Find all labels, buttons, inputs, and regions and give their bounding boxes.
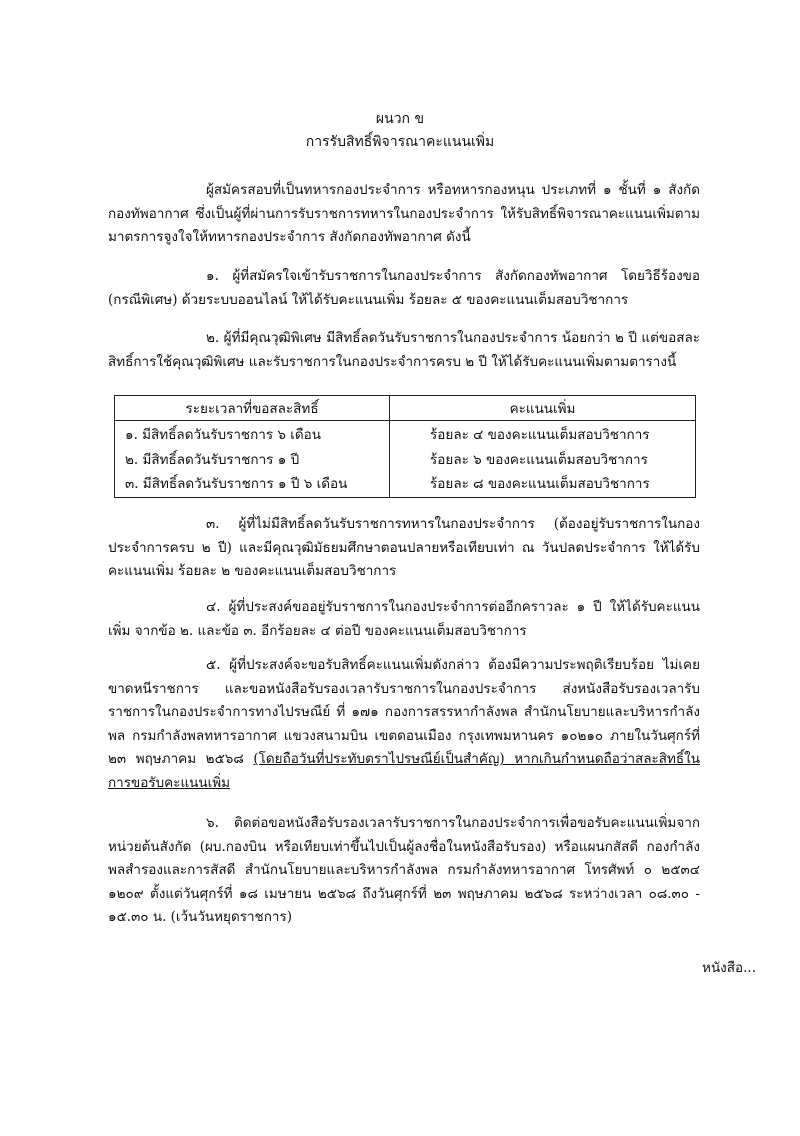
deadline-note: (โดยถือวันที่ประทับตราไปรษณีย์เป็นสำคัญ) หากเกินกำหนดถือว่าสละสิทธิ์ในการขอรับคะแนนเพิ่ม xyxy=(108,751,700,791)
item-4-paragraph: ๔. ผู้ที่ประสงค์ขออยู่รับราชการในกองประจำการต่ออีกคราวละ ๑ ปี ให้ได้รับคะแนนเพิ่ม จากข้อ ๒. และข้อ ๓. อีกร้อยละ ๔ ต่อปี ของคะแนนเต็มสอบวิชาการ xyxy=(108,599,700,639)
points-table xyxy=(114,395,696,498)
table-header-period: ระยะเวลาที่ขอสละสิทธิ์ xyxy=(115,396,390,421)
table-row xyxy=(115,421,696,498)
table-header-points: คะแนนเพิ่ม xyxy=(390,396,696,421)
item-6-paragraph: ๖. ติดต่อขอหนังสือรับรองเวลารับราชการในกองประจำการเพื่อขอรับคะแนนเพิ่มจากหน่วยต้นสังกัด (ผบ.กองบิน หรือเทียบเท่าขึ้นไปเป็นผู้ลงชื่อในหนังสือรับรอง) หรือแผนกสัสดี กองกำลังพลสำรองและการสัสดี สำนักนโยบายและบริหารกำลังพล กรมกำลังทหารอากาศ โทรศัพท์ ๐ ๒๕๓๔ ๑๒๐๙ ตั้งแต่วันศุกร์ที่ ๑๘ เมษายน ๒๕๖๘ ถึงวันศุกร์ที่ ๒๓ พฤษภาคม ๒๕๖๘ ระหว่างเวลา ๐๘.๓๐ - ๑๕.๓๐ น. (เว้นวันหยุดราชการ) xyxy=(108,815,700,925)
document-subject: การรับสิทธิ์พิจารณาคะแนนเพิ่ม xyxy=(305,134,495,150)
item-1-paragraph: ๑. ผู้ที่สมัครใจเข้ารับราชการในกองประจำการ สังกัดกองทัพอากาศ โดยวิธีร้องขอ (กรณีพิเศษ) ด้วยระบบออนไลน์ ให้ได้รับคะแนนเพิ่ม ร้อยละ ๕ ของคะแนนเต็มสอบวิชาการ xyxy=(108,268,700,308)
item-3-paragraph: ๓. ผู้ที่ไม่มีสิทธิ์ลดวันรับราชการทหารในกองประจำการ (ต้องอยู่รับราชการในกองประจำการครบ ๒ ปี) และมีคุณวุฒิมัธยมศึกษาตอนปลายหรือเทียบเท่า ณ วันปลดประจำการ ให้ได้รับคะแนนเพิ่ม ร้อยละ ๒ ของคะแนนเต็มสอบวิชาการ xyxy=(108,516,700,579)
intro-paragraph: ผู้สมัครสอบที่เป็นทหารกองประจำการ หรือทหารกองหนุน ประเภทที่ ๑ ชั้นที่ ๑ สังกัดกองทัพอากาศ ซึ่งเป็นผู้ที่ผ่านการรับราชการทหารในกองประจำการ ให้รับสิทธิ์พิจารณาคะแนนเพิ่มตามมาตรการจูงใจให้ทหารกองประจำการ สังกัดกองทัพอากาศ ดังนี้ xyxy=(108,182,700,245)
annex-title: ผนวก ข xyxy=(375,111,425,127)
period-cell: ๑. มีสิทธิ์ลดวันรับราชการ ๖ เดือน ๒. มีสิทธิ์ลดวันรับราชการ ๑ ปี ๓. มีสิทธิ์ลดวันรับราชการ ๑ ปี ๖ เดือน xyxy=(115,421,390,498)
item-2-paragraph: ๒. ผู้ที่มีคุณวุฒิพิเศษ มีสิทธิ์ลดวันรับราชการในกองประจำการ น้อยกว่า ๒ ปี แต่ขอสละสิทธิ์การใช้คุณวุฒิพิเศษ และรับราชการในกองประจำการครบ ๒ ปี ให้ได้รับคะแนนเพิ่มตามตารางนี้ xyxy=(108,330,700,370)
points-cell: ร้อยละ ๔ ของคะแนนเต็มสอบวิชาการ ร้อยละ ๖ ของคะแนนเต็มสอบวิชาการ ร้อยละ ๘ ของคะแนนเต็มสอบวิชาการ xyxy=(390,421,696,498)
item-5-paragraph: ๕. ผู้ที่ประสงค์จะขอรับสิทธิ์คะแนนเพิ่มดังกล่าว ต้องมีความประพฤติเรียบร้อย ไม่เคยขาดหนีราชการ และขอหนังสือรับรองเวลารับราชการในกองประจำการ ส่งหนังสือรับรองเวลารับราชการในกองประจำการทางไปรษณีย์ ที่ ๑๗๑ กองการสรรหากำลังพล สำนักนโยบายและบริหารกำลังพล กรมกำลังพลทหารอากาศ แขวงสนามบิน เขตดอนเมือง กรุงเทพมหานคร ๑๐๒๑๐ ภายในวันศุกร์ที่ ๒๓ พฤษภาคม ๒๕๖๘ (โดยถือวันที่ประทับตราไปรษณีย์เป็นสำคัญ) หากเกินกำหนดถือว่าสละสิทธิ์ในการขอรับคะแนนเพิ่ม xyxy=(108,657,700,791)
table-header-row xyxy=(115,396,696,421)
continuation-text: หนังสือ... xyxy=(702,960,756,976)
